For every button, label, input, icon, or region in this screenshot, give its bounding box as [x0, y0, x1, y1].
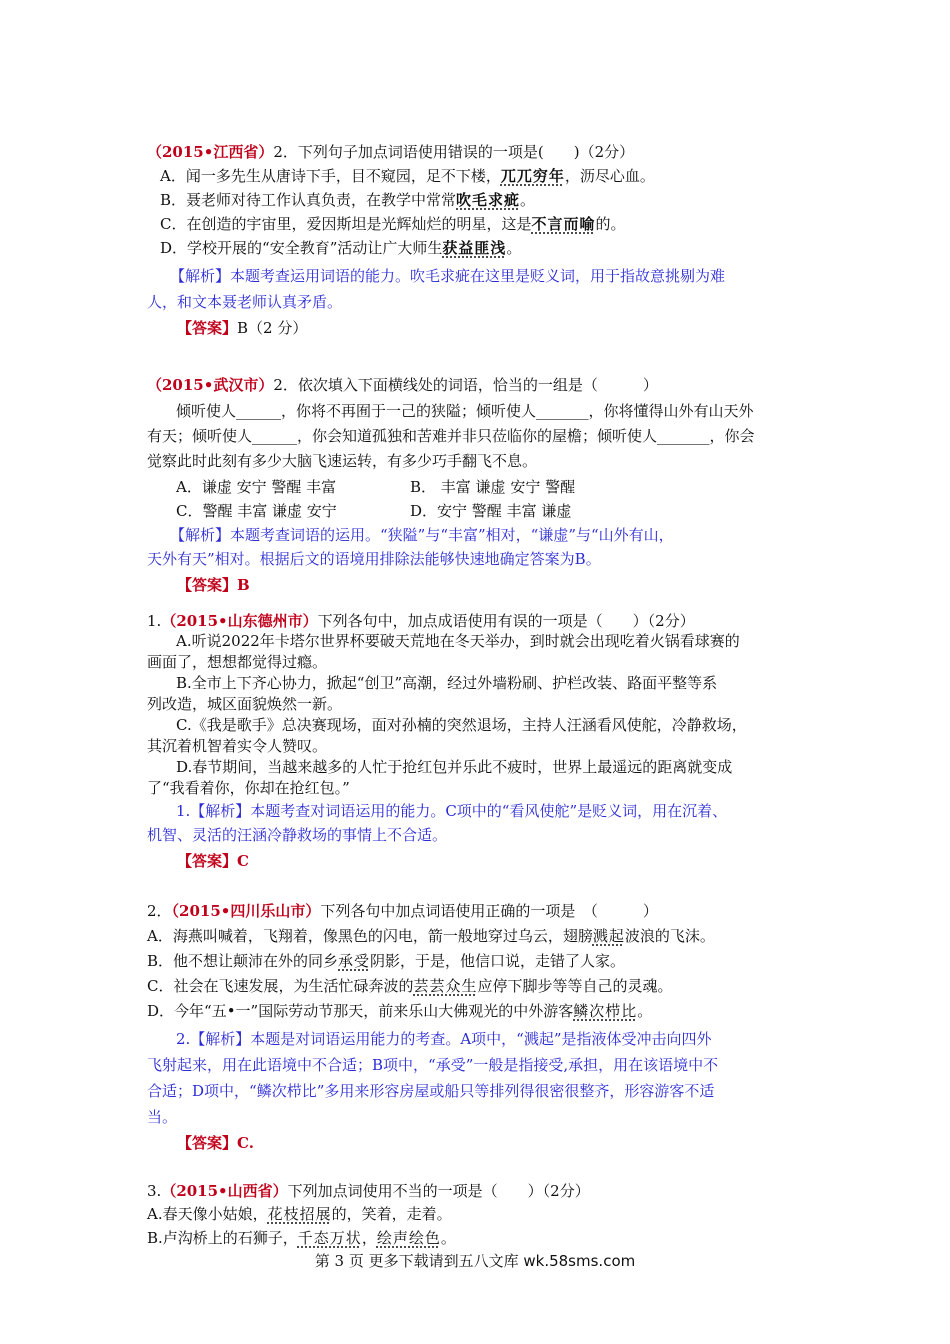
source-tag: （2015•山西省） — [161, 1182, 288, 1200]
analysis-line: 【解析】本题考查运用词语的能力。吹毛求疵在这里是贬义词，用于指故意挑剔为难 — [170, 267, 726, 285]
question-leshan-stem: 2．（2015•四川乐山市）下列各句中加点词语使用正确的一项是 （ ） — [147, 902, 658, 920]
question-jiangxi-stem: （2015•江西省）2．下列句子加点词语使用错误的一项是( )（2分） — [147, 143, 635, 161]
option-d: D．今年“五•一”国际劳动节那天，前来乐山大佛观光的中外游客鳞次栉比。 — [147, 1002, 653, 1020]
option-line: 了“我看着你，你却在抢红包。” — [147, 779, 350, 797]
option-b: B.卢沟桥上的石狮子，千态万状，绘声绘色。 — [147, 1229, 456, 1247]
dotted-word: 绘声绘色 — [376, 1229, 441, 1247]
source-tag: （2015•四川乐山市） — [171, 902, 321, 920]
analysis-line: 飞射起来，用在此语境中不合适；B项中，“承受”一般是指接受,承担，用在该语境中不 — [147, 1056, 719, 1074]
analysis-line: 当。 — [147, 1108, 178, 1126]
answer-line: 【答案】C — [177, 852, 249, 870]
option-line: D.春节期间，当越来越多的人忙于抢红包并乐此不疲时，世界上最遥远的距离就变成 — [176, 758, 733, 776]
analysis-line: 【解析】本题考查词语的运用。“狭隘”与“丰富”相对，“谦虚”与“山外有山， — [170, 526, 674, 544]
page-footer: 第 3 页 更多下载请到五八文库 wk.58sms.com — [314, 1252, 636, 1270]
dotted-word: 兀兀穷年 — [500, 167, 565, 185]
dotted-word: 承受 — [338, 952, 371, 970]
question-dezhou-stem: 1.（2015•山东德州市）下列各句中，加点成语使用有误的一项是（ ）（2分） — [147, 612, 695, 630]
source-tag: （2015•山东德州市） — [161, 612, 318, 630]
dotted-word: 不言而喻 — [531, 215, 596, 233]
dotted-word: 千态万状 — [297, 1229, 362, 1247]
analysis-line: 2.【解析】本题是对词语运用能力的考查。A项中，“溅起”是指液体受冲击向四外 — [176, 1030, 712, 1048]
answer-line: 【答案】B（2 分） — [177, 319, 308, 337]
option-b: B．他不想让颠沛在外的同乡承受阴影，于是，他信口说，走错了人家。 — [147, 952, 626, 970]
option-line: 画面了，想想都觉得过瘾。 — [147, 653, 328, 671]
question-shanxi-stem: 3.（2015•山西省）下列加点词使用不当的一项是（ ）（2分） — [147, 1182, 590, 1200]
answer-line: 【答案】B — [177, 576, 250, 594]
option-line: 列改造，城区面貌焕然一新。 — [147, 695, 343, 713]
dotted-word: 花枝招展 — [267, 1205, 332, 1223]
dotted-word: 吹毛求疵 — [456, 191, 521, 209]
option-a: A．海燕叫喊着，飞翔着，像黑色的闪电，箭一般地穿过乌云，翅膀溅起波浪的飞沫。 — [147, 927, 715, 945]
option-b: B． 丰富 谦虚 安宁 警醒 — [410, 478, 576, 496]
option-line: A.听说2022年卡塔尔世界杯要破天荒地在冬天举办，到时就会出现吃着火锅看球赛的 — [176, 632, 740, 650]
dotted-word: 获益匪浅 — [442, 239, 507, 257]
option-c: C．在创造的宇宙里，爱因斯坦是光辉灿烂的明星，这是不言而喻的。 — [160, 215, 626, 233]
option-a: A.春天像小姑娘，花枝招展的，笑着，走着。 — [147, 1205, 452, 1223]
footer-link[interactable]: wk.58sms.com — [523, 1252, 636, 1270]
option-c: C．社会在飞速发展，为生活忙碌奔波的芸芸众生应停下脚步等等自己的灵魂。 — [147, 977, 673, 995]
option-d: D．安宁 警醒 丰富 谦虚 — [410, 502, 572, 520]
passage-line: 觉察此时此刻有多少大脑飞速运转，有多少巧手翻飞不息。 — [147, 452, 538, 470]
passage-line: 有天；倾听使人______，你会知道孤独和苦难并非只莅临你的屋檐；倾听使人_______，你会 — [147, 427, 755, 445]
answer-line: 【答案】C. — [177, 1134, 254, 1152]
dotted-word: 溅起 — [592, 927, 625, 945]
analysis-line: 天外有天”相对。根据后文的语境用排除法能够快速地确定答案为B。 — [147, 550, 601, 568]
option-line: C.《我是歌手》总决赛现场，面对孙楠的突然退场，主持人汪涵看风使舵，冷静救场， — [176, 716, 747, 734]
analysis-line: 机智、灵活的汪涵冷静救场的事情上不合适。 — [147, 826, 448, 844]
option-a: A．谦虚 安宁 警醒 丰富 — [176, 478, 337, 496]
question-wuhan-stem: （2015•武汉市）2．依次填入下面横线处的词语，恰当的一组是（ ） — [147, 376, 658, 394]
option-b: B．聂老师对待工作认真负责，在教学中常常吹毛求疵。 — [160, 191, 536, 209]
analysis-line: 人，和文本聂老师认真矛盾。 — [147, 293, 343, 311]
option-d: D．学校开展的“安全教育”活动让广大师生获益匪浅。 — [160, 239, 522, 257]
passage-line: 倾听使人______，你将不再囿于一己的狭隘；倾听使人_______，你将懂得山外有山天外 — [176, 402, 754, 420]
analysis-line: 合适；D项中，“鳞次栉比”多用来形容房屋或船只等排列得很密很整齐，形容游客不适 — [147, 1082, 715, 1100]
option-c: C．警醒 丰富 谦虚 安宁 — [176, 502, 337, 520]
analysis-line: 1.【解析】本题考查对词语运用的能力。C项中的“看风使舵”是贬义词，用在沉着、 — [176, 802, 728, 820]
source-tag: （2015•武汉市） — [147, 376, 274, 394]
dotted-word: 鳞次栉比 — [573, 1002, 638, 1020]
option-a: A．闻一多先生从唐诗下手，目不窥园，足不下楼，兀兀穷年，沥尽心血。 — [160, 167, 655, 185]
source-tag: （2015•江西省） — [147, 143, 274, 161]
option-line: B.全市上下齐心协力，掀起“创卫”高潮，经过外墙粉刷、护栏改装、路面平整等系 — [176, 674, 718, 692]
option-line: 其沉着机智着实令人赞叹。 — [147, 737, 328, 755]
dotted-word: 芸芸众生 — [413, 977, 478, 995]
